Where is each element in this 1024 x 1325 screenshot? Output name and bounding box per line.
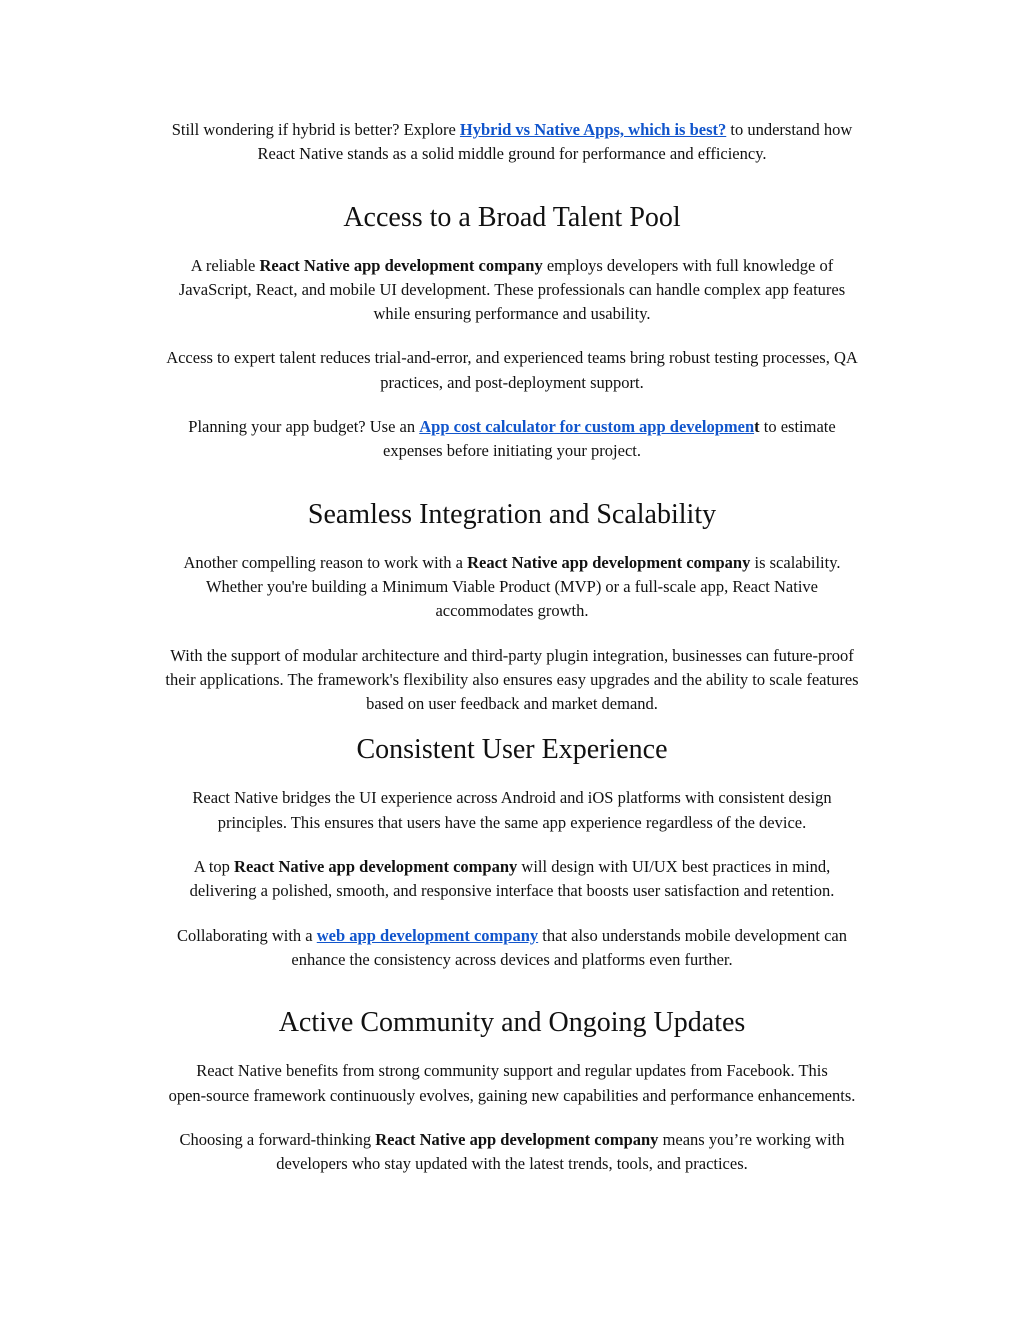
talent-paragraph-2: Access to expert talent reduces trial-and-error, and experienced teams bring robust testing processes, QA practices, and post-deployment support. [166,348,858,392]
ux-paragraph-2: A top React Native app development company will design with UI/UX best practices in mind, delivering a polished, smooth, and responsive interface that boosts user satisfaction and retention. [189,857,835,901]
company-bold: React Native app development company [467,552,751,572]
scalability-paragraph-1: Another compelling reason to work with a React Native app development company is scalability. Whether you're building a Minimum Viable Product (MVP) or a full-scale app, React Native accommodates growth. [183,552,841,621]
intro-text: to understand how [726,120,853,139]
community-paragraph-2: Choosing a forward-thinking React Native app development company means you’re working with developers who stay updated with the latest trends, tools, and practices. [179,1129,845,1174]
heading-talent-pool: Access to a Broad Talent Pool [343,201,681,233]
talent-paragraph-3: Planning your app budget? Use an App cost calculator for custom app development to estimate expenses before initiating your project. [188,417,836,461]
intro-text: React Native stands as a solid middle ground for performance and efficiency. [257,144,767,164]
intro-text: Still wondering if hybrid is better? Explore [171,120,460,139]
ux-paragraph-1: React Native bridges the UI experience across Android and iOS platforms with consistent design principles. This ensures that users have the same app experience regardless of the device. [192,788,832,832]
talent-paragraph-1: A reliable React Native app development company employs developers with full knowledge of JavaScript, React, and mobile UI development. These professionals can handle complex app features while ensuring performance and usability. [178,255,846,324]
company-bold: React Native app development company [375,1129,659,1149]
heading-scalability: Seamless Integration and Scalability [307,498,717,530]
heading-community: Active Community and Ongoing Updates [278,1007,746,1039]
intro-paragraph [112,118,912,167]
company-bold: React Native app development company [259,255,543,275]
web-app-development-company-link[interactable]: web app development company [316,925,539,945]
heading-user-experience: Consistent User Experience [356,734,668,766]
scalability-paragraph-2: With the support of modular architecture and third-party plugin integration, businesses can future-proof their applications. The framework's flexibility also ensures easy upgrades and the ability to scale features based on user feedback and market demand. [165,645,859,714]
community-paragraph-1: React Native benefits from strong community support and regular updates from Facebook. This open-source framework continuously evolves, gaining new capabilities and performance enhancements. [168,1061,856,1105]
hybrid-vs-native-link[interactable]: Hybrid vs Native Apps, which is best? [459,120,727,139]
document-page [112,118,912,1176]
ux-paragraph-3: Collaborating with a web app development company that also understands mobile development can enhance the consistency across devices and platforms even further. [176,925,847,969]
company-bold: React Native app development company [234,857,518,877]
app-cost-calculator-link[interactable]: App cost calculator for custom app developmen [419,417,755,437]
